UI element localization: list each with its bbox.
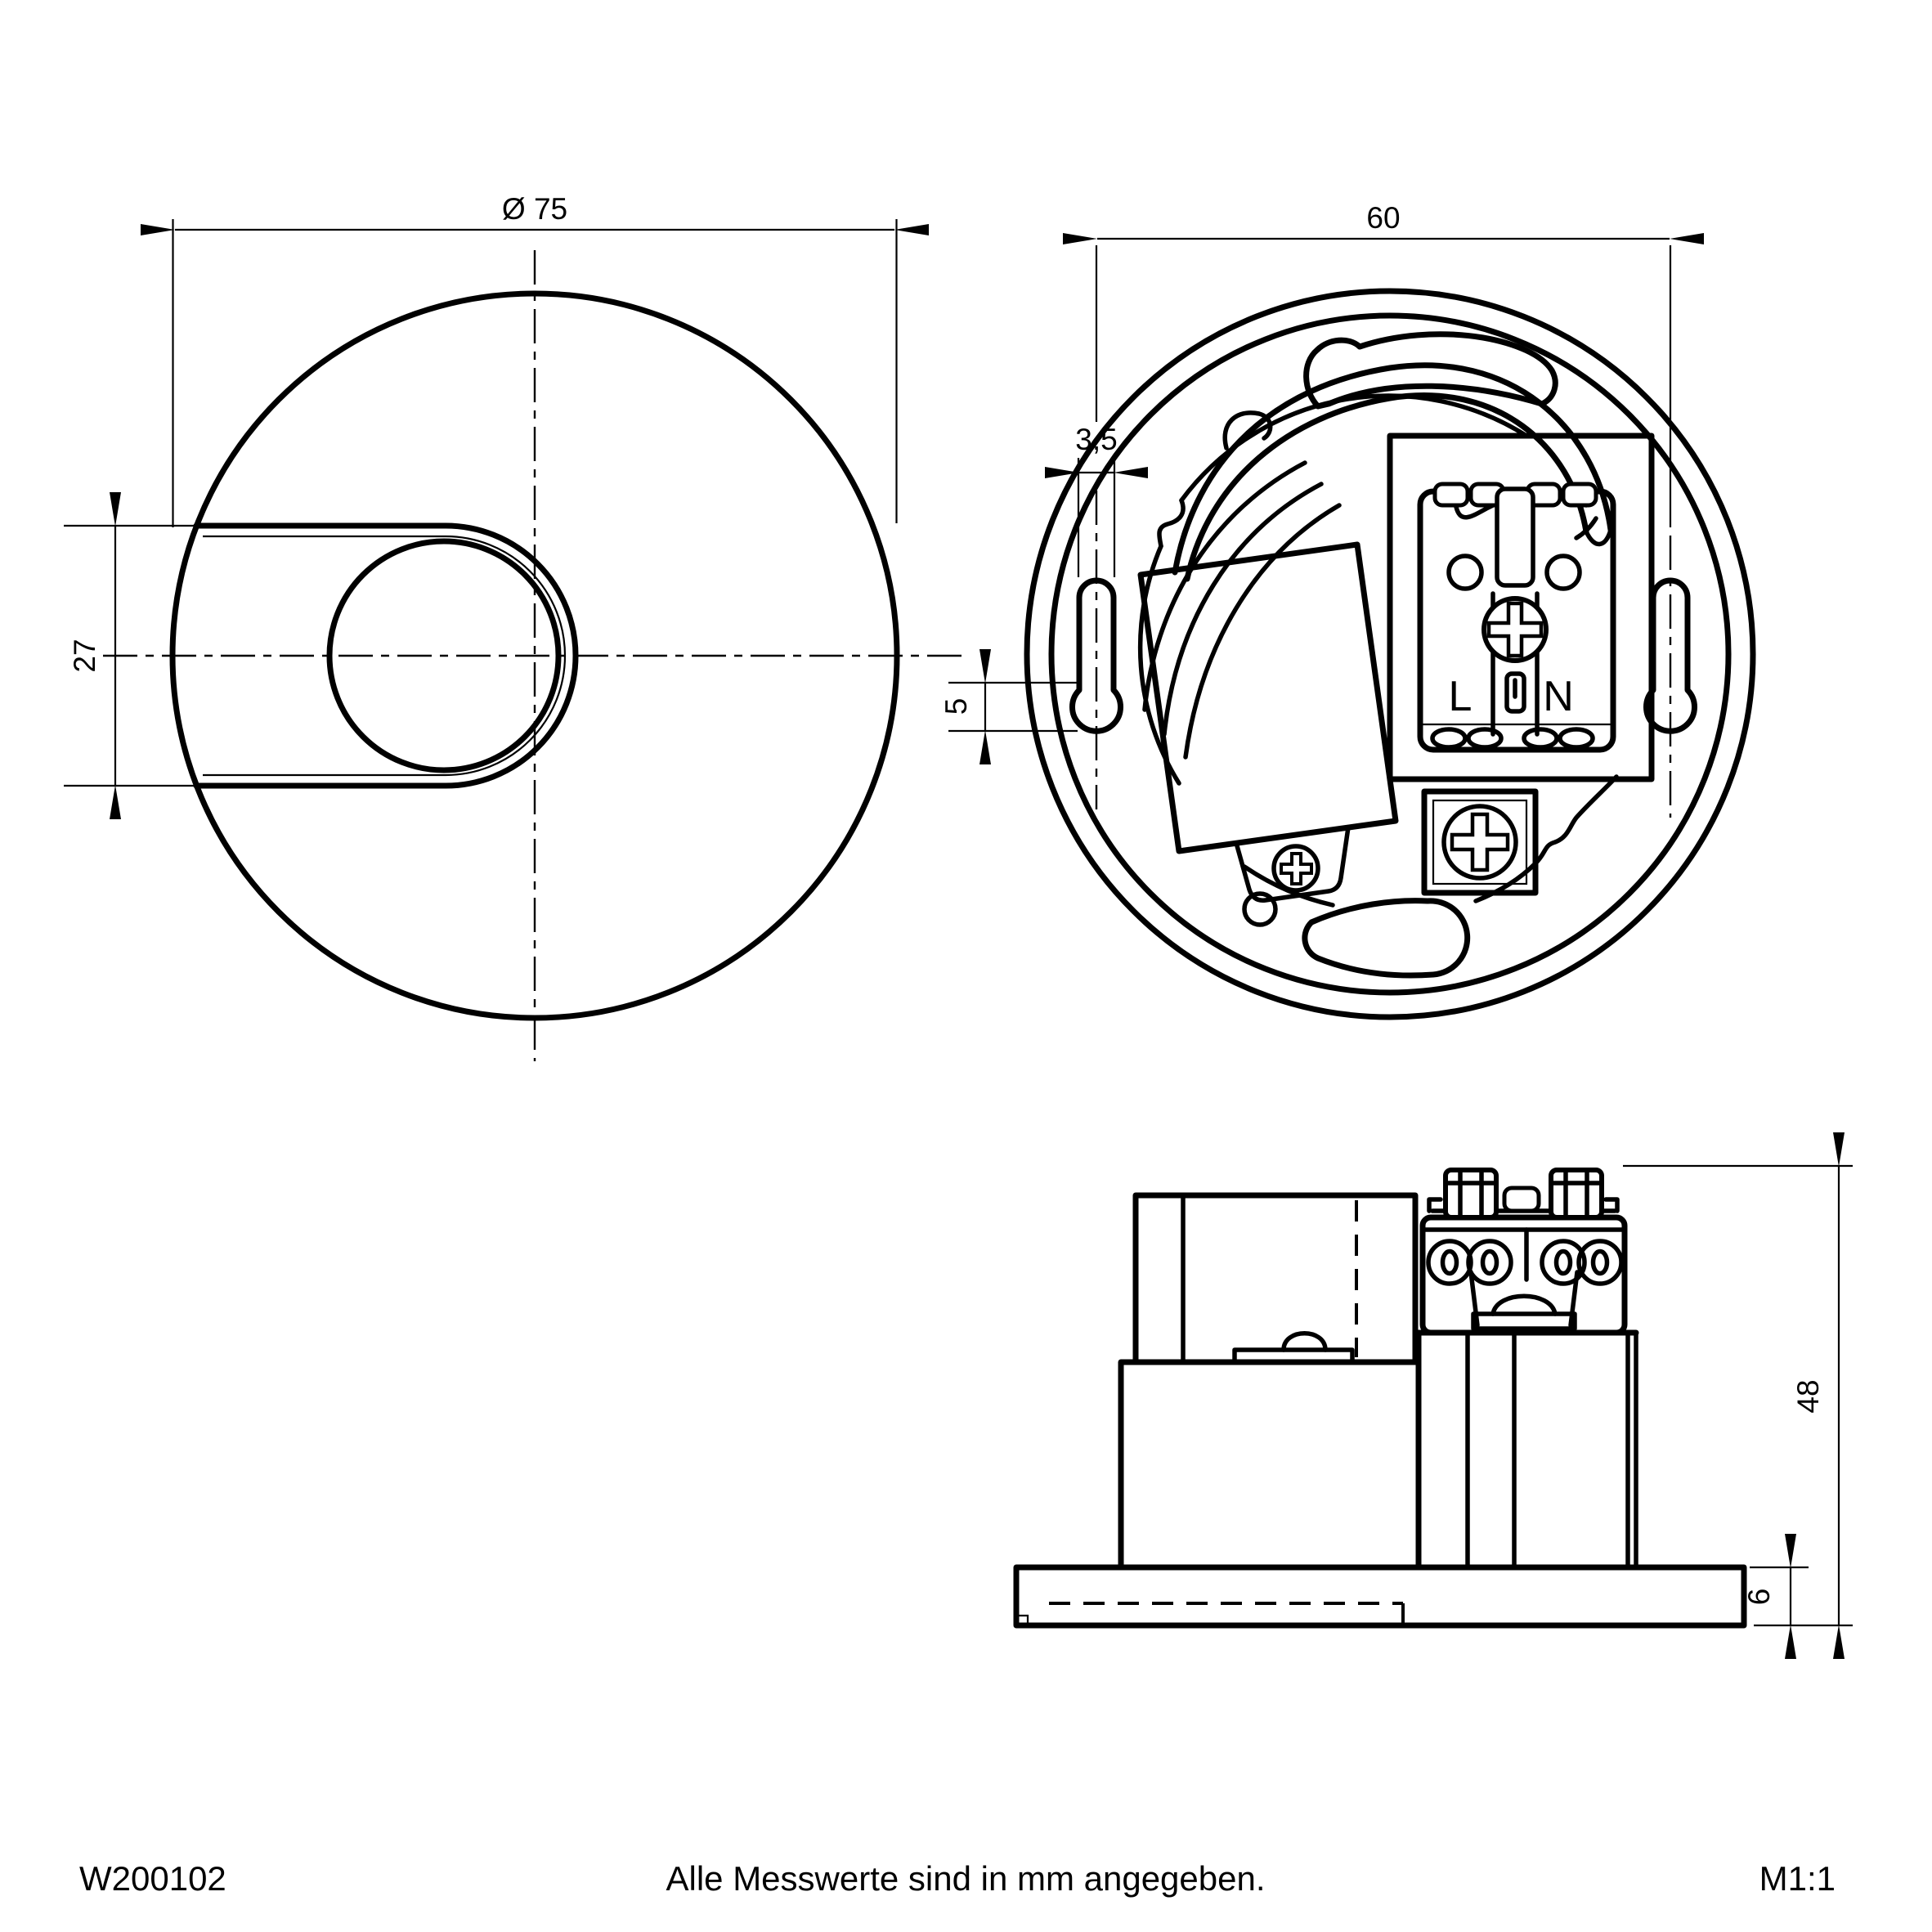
dim-75-text: Ø 75 xyxy=(501,192,568,226)
dim-48-text: 48 xyxy=(1791,1379,1825,1414)
screw-channel xyxy=(1497,489,1533,585)
terminal-label-L: L xyxy=(1448,673,1473,720)
dim-35-text: 3,5 xyxy=(1075,423,1118,456)
terminal-label-N: N xyxy=(1543,673,1574,720)
units-note: Alle Messwerte sind in mm angegeben. xyxy=(666,1859,1266,1898)
product-code: W200102 xyxy=(79,1859,226,1898)
drawing-scale: M1:1 xyxy=(1759,1859,1836,1898)
dim-6-text: 6 xyxy=(1742,1588,1776,1606)
dim-60-text: 60 xyxy=(1366,201,1401,235)
center-bump xyxy=(1504,1188,1539,1211)
dim-5-text: 5 xyxy=(939,697,973,715)
dim-27-text: 27 xyxy=(68,639,101,673)
